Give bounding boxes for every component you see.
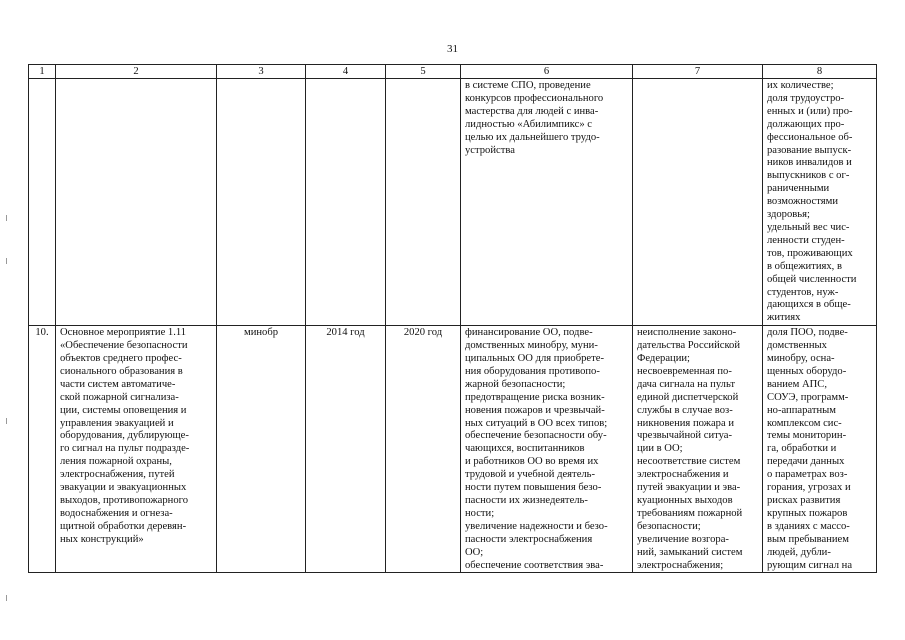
text-line: общей численности <box>767 273 857 285</box>
text-line: доля ПОО, подве- <box>767 327 848 339</box>
text-line: ности путем повышения безо- <box>465 482 602 494</box>
text-line: трудовой и учебной деятель- <box>465 469 596 481</box>
text-line: мастерства для людей с инва- <box>465 105 599 117</box>
text-line: лидностью «Абилимпикс» с <box>465 118 593 130</box>
header-cell: 6 <box>461 65 633 79</box>
text-line: людей, дубли- <box>767 546 831 558</box>
text-line: оборудования, дублирующе- <box>60 430 189 442</box>
text-line: ципальных ОО для приобрете- <box>465 353 604 365</box>
cell-number <box>29 79 56 326</box>
text-line: ных ситуаций в ОО всех типов; <box>465 417 608 429</box>
text-line: в общежитиях, в <box>767 260 842 272</box>
text-line: электроснабжения, путей <box>60 469 175 481</box>
cell-consequences <box>633 79 763 326</box>
cell-indicators <box>763 326 877 573</box>
header-cell: 5 <box>386 65 461 79</box>
text-line: житиях <box>767 312 801 324</box>
text-line: никновения пожара и <box>637 417 734 429</box>
text-line: обеспечение безопасности обу- <box>465 430 607 442</box>
header-cell: 2 <box>56 65 217 79</box>
text-line: домственных <box>767 340 827 352</box>
text-line: путей эвакуации и эва- <box>637 482 741 494</box>
text-line: устройства <box>465 144 515 156</box>
header-cell: 1 <box>29 65 56 79</box>
text-line: рующим сигнал на <box>767 559 853 571</box>
text-line: электроснабжения и <box>637 469 729 481</box>
text-line: удельный вес чис- <box>767 221 850 233</box>
text-line: горания, угрозах и <box>767 482 851 494</box>
text-line: службы в случае воз- <box>637 404 733 416</box>
text-line: о параметрах воз- <box>767 469 848 481</box>
text-line: должающих про- <box>767 118 845 130</box>
text-line: комплексом сис- <box>767 417 842 429</box>
margin-mark <box>6 215 9 221</box>
header-cell: 3 <box>217 65 306 79</box>
text-line: эвакуации и эвакуационных <box>60 482 187 494</box>
text-line: ции, системы оповещения и <box>60 404 187 416</box>
text-line: студентов, нуж- <box>767 286 839 298</box>
page-number: 31 <box>447 43 458 55</box>
cell-end <box>386 79 461 326</box>
text-line: дача сигнала на пульт <box>637 378 736 390</box>
text-line: в системе СПО, проведение <box>465 80 591 91</box>
margin-mark <box>6 595 9 601</box>
table-row <box>29 79 877 326</box>
margin-mark <box>6 258 9 264</box>
text-line: крупных пожаров <box>767 507 848 519</box>
text-line: новения пожаров и чрезвычай- <box>465 404 605 416</box>
text-line: безопасности; <box>637 520 701 532</box>
text-line: енных и (или) про- <box>767 105 853 117</box>
text-line: увеличение надежности и безо- <box>465 520 608 532</box>
text-line: го сигнал на пульт подразде- <box>60 443 190 455</box>
text-line: чрезвычайной ситуа- <box>637 430 732 442</box>
text-line: пасности электроснабжения <box>465 533 593 545</box>
text-line: га, обработки и <box>767 443 837 455</box>
cell-end: 2020 год <box>386 326 461 573</box>
text-line: и работников ОО во время их <box>465 456 599 468</box>
text-line: разование выпуск- <box>767 144 852 156</box>
text-line: доля трудоустро- <box>767 92 845 104</box>
text-line: возможностями <box>767 196 838 208</box>
cell-measure <box>56 79 217 326</box>
text-line: увеличение возгора- <box>637 533 729 545</box>
text-line: ции в ОО; <box>637 443 683 455</box>
text-line: ления пожарной охраны, <box>60 456 172 468</box>
cell-start: 2014 год <box>306 326 386 573</box>
text-line: щитной обработки деревян- <box>60 520 187 532</box>
text-line: водоснабжения и огнеза- <box>60 507 173 519</box>
cell-start <box>306 79 386 326</box>
text-line: здоровья; <box>767 209 810 221</box>
text-line: ванием АПС, <box>767 378 827 390</box>
cell-indicators <box>763 79 877 326</box>
text-line: ности; <box>465 507 495 519</box>
cell-executor <box>217 79 306 326</box>
text-line: рисках развития <box>767 495 841 506</box>
text-line: ний, замыканий систем <box>637 546 743 558</box>
text-line: Федерации; <box>637 353 690 365</box>
text-line: пасности их жизнедеятель- <box>465 495 588 506</box>
text-line: сионального образования в <box>60 365 183 377</box>
cell-result <box>461 79 633 326</box>
text-line: ленности студен- <box>767 234 845 246</box>
text-line: требованиям пожарной <box>637 507 743 519</box>
measures-table <box>28 64 877 573</box>
text-line: объектов среднего профес- <box>60 353 182 365</box>
text-line: выходов, противопожарного <box>60 495 189 506</box>
text-line: ных конструкций» <box>60 533 144 545</box>
table-header-row <box>29 65 877 79</box>
text-line: домственных минобру, муни- <box>465 340 598 352</box>
text-line: части систем автоматиче- <box>60 378 176 390</box>
text-line: чающихся, воспитанников <box>465 443 585 455</box>
text-line: «Обеспечение безопасности <box>60 340 188 352</box>
text-line: несвоевременная по- <box>637 365 732 377</box>
text-line: минобру, осна- <box>767 353 835 365</box>
text-line: но-аппаратным <box>767 404 836 416</box>
text-line: вым пребыванием <box>767 533 849 545</box>
text-line: финансирование ОО, подве- <box>465 327 593 339</box>
text-line: в зданиях с массо- <box>767 520 850 532</box>
header-cell: 7 <box>633 65 763 79</box>
cell-result <box>461 326 633 573</box>
text-line: электроснабжения; <box>637 559 724 571</box>
text-line: предотвращение риска возник- <box>465 391 605 403</box>
text-line: раниченными <box>767 183 830 195</box>
text-line: СОУЭ, программ- <box>767 391 849 403</box>
header-cell: 4 <box>306 65 386 79</box>
margin-mark <box>6 418 9 424</box>
header-cell: 8 <box>763 65 877 79</box>
table-row <box>29 326 877 573</box>
cell-number: 10. <box>29 326 56 573</box>
text-line: тов, проживающих <box>767 247 853 259</box>
text-line: темы мониторин- <box>767 430 847 442</box>
text-line: куационных выходов <box>637 495 733 506</box>
text-line: целью их дальнейшего трудо- <box>465 131 600 143</box>
cell-consequences <box>633 326 763 573</box>
text-line: единой диспетчерской <box>637 391 739 403</box>
text-line: несоответствие систем <box>637 456 741 468</box>
cell-measure <box>56 326 217 573</box>
text-line: неисполнение законо- <box>637 327 737 339</box>
text-line: ской пожарной сигнализа- <box>60 391 179 403</box>
text-line: дательства Российской <box>637 340 741 352</box>
text-line: фессиональное об- <box>767 131 853 143</box>
text-line: жарной безопасности; <box>465 378 566 390</box>
text-line: ОО; <box>465 546 484 558</box>
text-line: конкурсов профессионального <box>465 92 604 104</box>
text-line: передачи данных <box>767 456 845 468</box>
text-line: щенных оборудо- <box>767 365 847 377</box>
text-line: выпускников с ог- <box>767 170 850 182</box>
text-line: ников инвалидов и <box>767 157 852 169</box>
text-line: обеспечение соответствия эва- <box>465 559 604 571</box>
text-line: управления эвакуацией и <box>60 417 174 429</box>
text-line: Основное мероприятие 1.11 <box>60 327 187 339</box>
cell-executor: минобр <box>217 326 306 573</box>
text-line: их количестве; <box>767 80 834 91</box>
text-line: дающихся в обще- <box>767 299 851 311</box>
text-line: ния оборудования противопо- <box>465 365 600 377</box>
